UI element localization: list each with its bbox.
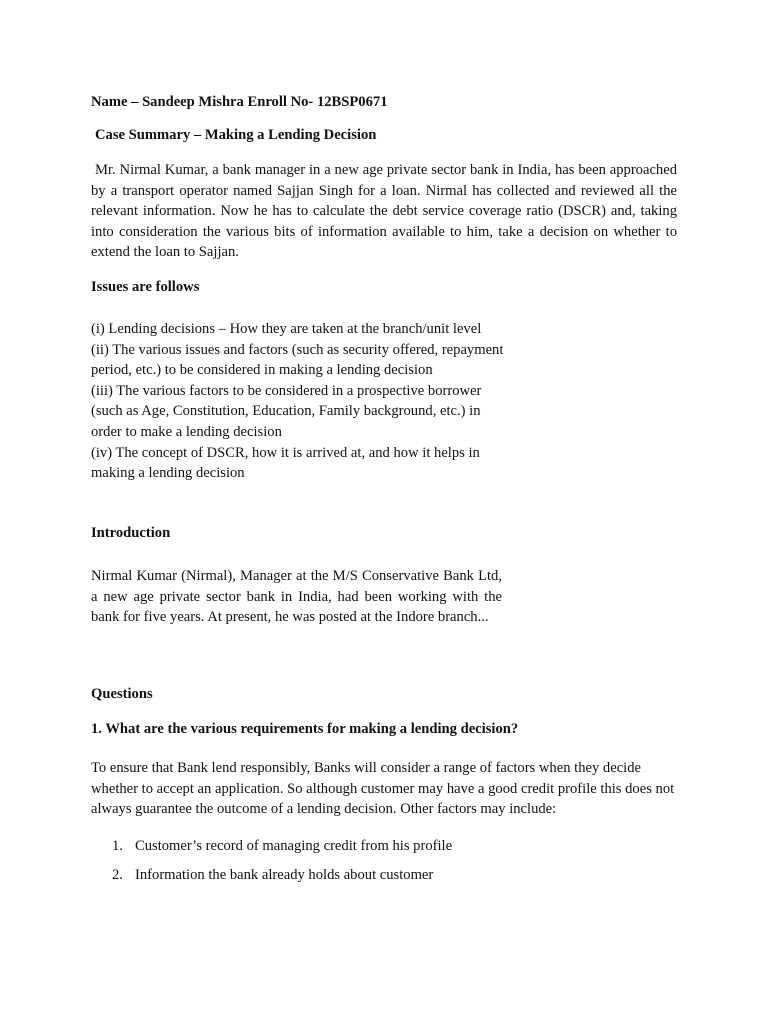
summary-paragraph: Mr. Nirmal Kumar, a bank manager in a new age private sector bank in India, has been approached by a transport operator named Sajjan Singh for a loan. Nirmal has collected and reviewed all the relevant information. Now he has to calculate the debt service coverage ratio (DSCR) and, taking into consideration the various bits of information available to him, take a decision on whether to extend the loan to Sajjan. xyxy=(91,162,677,260)
case-summary-title: Case Summary – Making a Lending Decision xyxy=(95,127,377,143)
factor-list-item xyxy=(112,867,433,884)
question-1-heading: 1. What are the various requirements for making a lending decision? xyxy=(91,721,519,737)
factor-list-item xyxy=(112,838,452,855)
issue-item: (i) Lending decisions – How they are taken at the branch/unit level xyxy=(91,321,482,337)
question-1-answer: To ensure that Bank lend responsibly, Banks will consider a range of factors when they decide whether to accept an application. So although customer may have a good credit profile this does not always guarantee the outcome of a lending decision. Other factors may include: xyxy=(91,760,675,817)
issue-item: (ii) The various issues and factors (such as security offered, repayment period, etc.) to be considered in making a lending decision xyxy=(91,341,504,379)
factor-text: Information the bank already holds about customer xyxy=(135,867,434,883)
name-enroll-line: Name – Sandeep Mishra Enroll No- 12BSP0671 xyxy=(91,94,388,110)
factor-number: 1. xyxy=(112,838,123,854)
issue-item: (iii) The various factors to be considered in a prospective borrower (such as Age, Constitution, Education, Family background, etc.) in order to make a lending decision xyxy=(91,382,482,440)
issues-list xyxy=(91,319,511,484)
factor-text: Customer’s record of managing credit from his profile xyxy=(135,838,453,854)
questions-heading: Questions xyxy=(91,686,153,702)
issue-item: (iv) The concept of DSCR, how it is arrived at, and how it helps in making a lending decision xyxy=(91,444,480,482)
introduction-paragraph: Nirmal Kumar (Nirmal), Manager at the M/S Conservative Bank Ltd, a new age private sector bank in India, had been working with the bank for five years. At present, he was posted at the Indore branch... xyxy=(91,568,502,625)
factor-number: 2. xyxy=(112,867,123,883)
issues-heading: Issues are follows xyxy=(91,279,200,295)
introduction-heading: Introduction xyxy=(91,525,171,541)
